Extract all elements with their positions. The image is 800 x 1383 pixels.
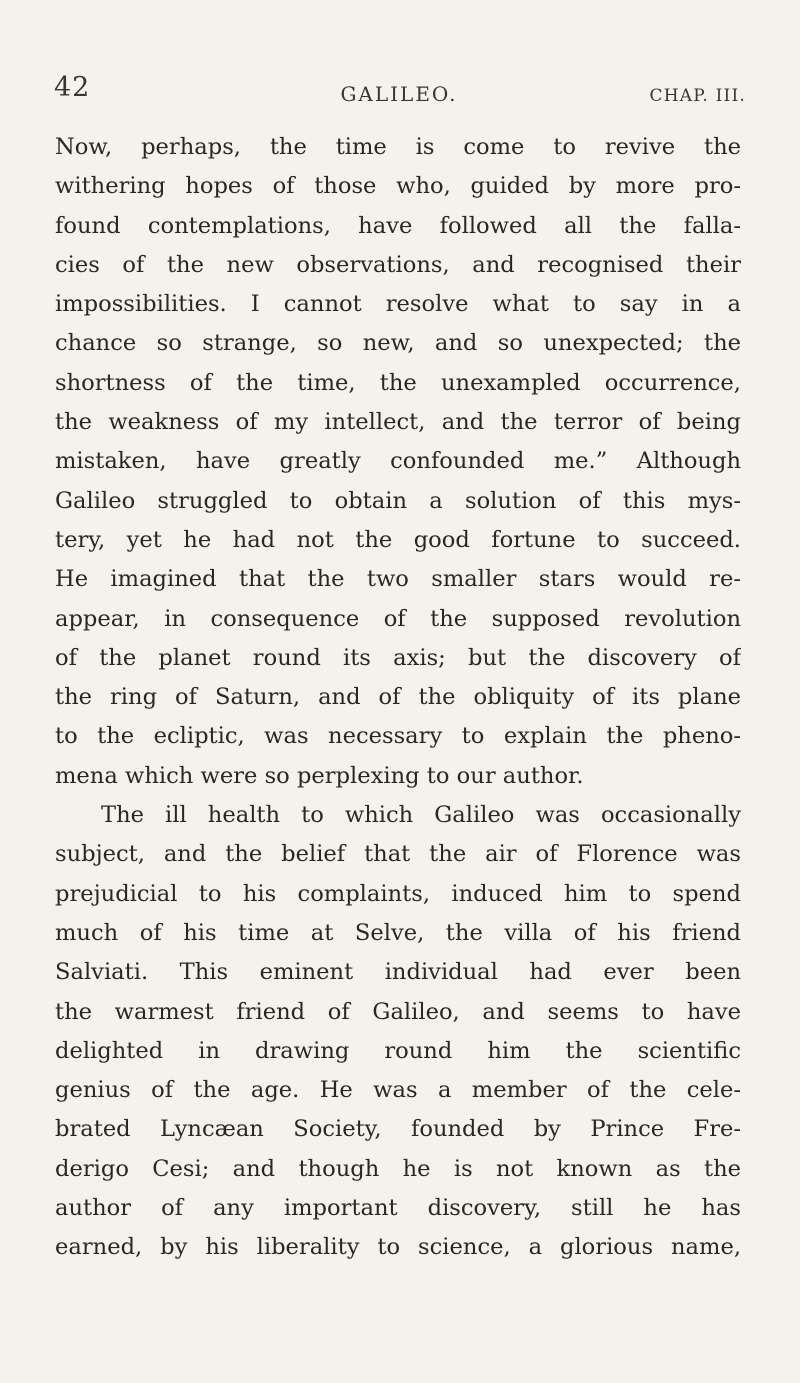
text-line: shortness of the time, the unexampled occurrence, (55, 369, 741, 396)
text-line: much of his time at Selve, the villa of his friend (55, 919, 741, 946)
chapter-reference: CHAP. III. (649, 86, 746, 106)
text-line: the warmest friend of Galileo, and seems to have (55, 998, 741, 1025)
text-line: of the planet round its axis; but the discovery of (55, 644, 741, 671)
text-line: Galileo struggled to obtain a solution of this mys- (55, 487, 741, 514)
text-line: mistaken, have greatly confounded me.” Although (55, 448, 741, 475)
text-line: derigo Cesi; and though he is not known as the (55, 1155, 741, 1182)
page-number: 42 (54, 72, 91, 103)
text-line: the weakness of my intellect, and the terror of being (55, 409, 741, 436)
text-line: mena which were so perplexing to our author. (55, 762, 584, 789)
text-line: appear, in consequence of the supposed revolution (55, 605, 741, 632)
text-line: brated Lyncæan Society, founded by Prince Fre- (55, 1116, 741, 1143)
text-line: genius of the age. He was a member of the cele- (55, 1077, 741, 1104)
text-line: earned, by his liberality to science, a glorious name, (55, 1234, 741, 1261)
text-line: cies of the new observations, and recognised their (55, 251, 741, 278)
text-line: prejudicial to his complaints, induced him to spend (55, 880, 741, 907)
text-line: the ring of Saturn, and of the obliquity of its plane (55, 684, 741, 711)
text-line: subject, and the belief that the air of Florence was (55, 841, 741, 868)
text-line: Salviati. This eminent individual had ever been (55, 959, 741, 986)
text-line: to the ecliptic, was necessary to explain the pheno- (55, 723, 741, 750)
body-text (55, 128, 741, 1268)
text-line: He imagined that the two smaller stars would re- (55, 566, 741, 593)
text-line: withering hopes of those who, guided by more pro- (55, 173, 741, 200)
running-head (52, 72, 746, 110)
text-line: found contemplations, have followed all the falla- (55, 212, 741, 239)
text-line: tery, yet he had not the good fortune to succeed. (55, 526, 741, 553)
text-line: author of any important discovery, still he has (55, 1195, 741, 1222)
paragraph-first-line: The ill health to which Galileo was occasionally (101, 802, 741, 829)
text-line: impossibilities. I cannot resolve what to say in a (55, 291, 741, 318)
running-title: GALILEO. (340, 82, 458, 106)
text-line: chance so strange, so new, and so unexpected; the (55, 330, 741, 357)
text-line: Now, perhaps, the time is come to revive the (55, 134, 741, 160)
text-line: delighted in drawing round him the scientific (55, 1037, 741, 1064)
